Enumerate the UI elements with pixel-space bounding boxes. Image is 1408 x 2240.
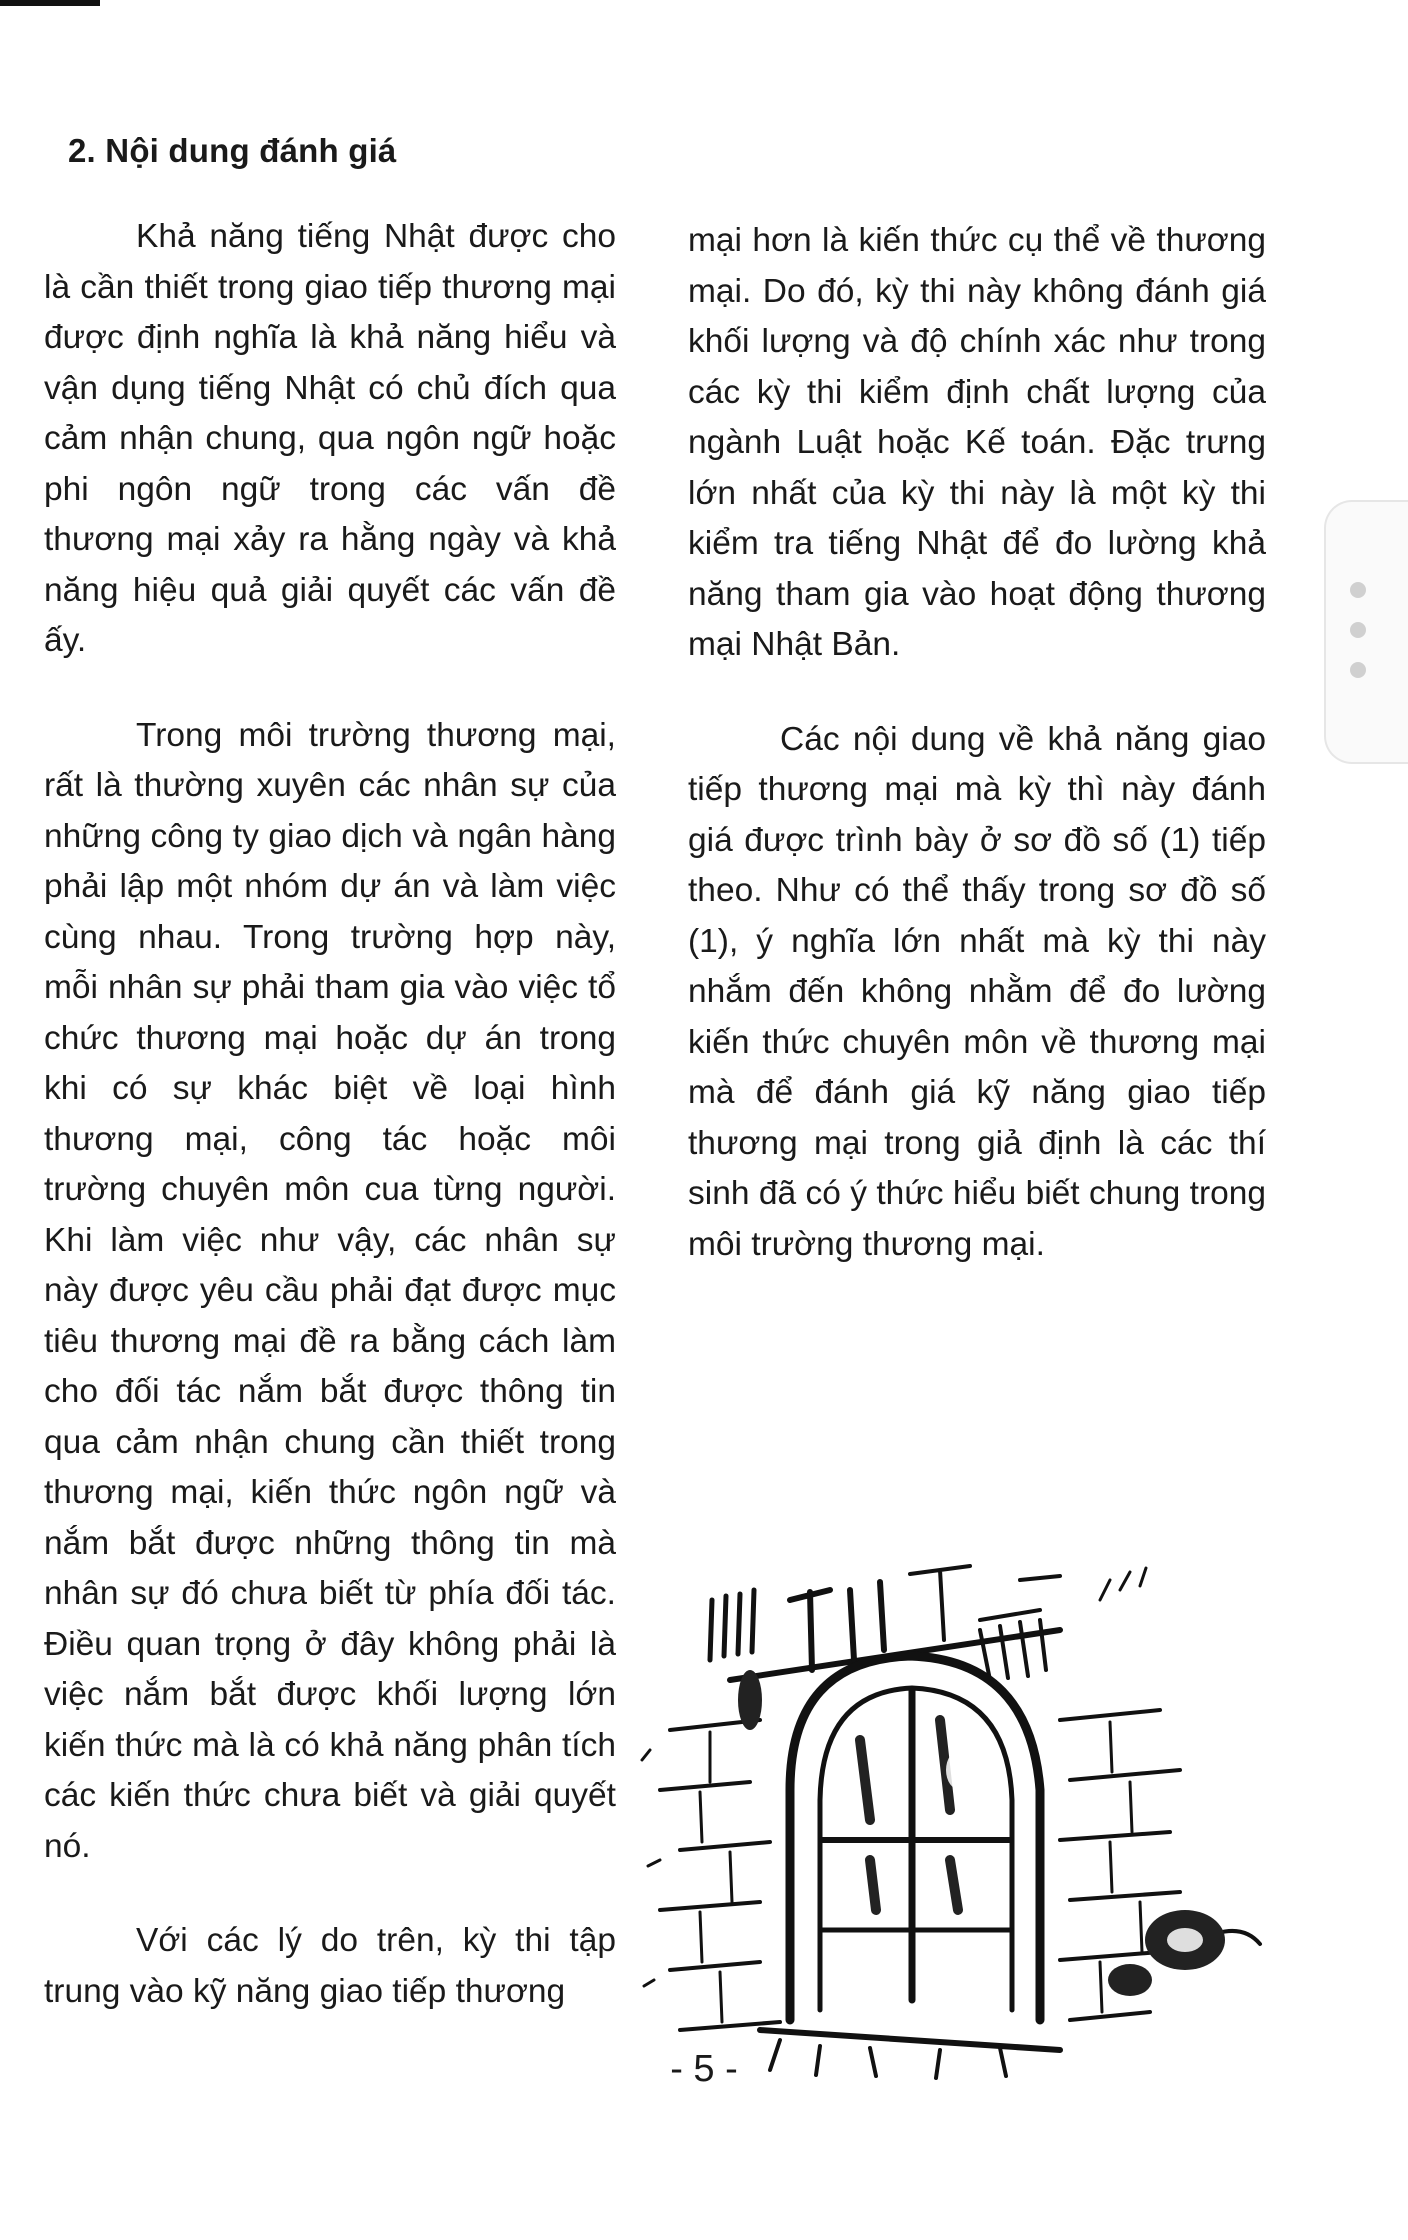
paragraph-2: Trong môi trường thương mại, rất là thường xuyên các nhân sự của những công ty giao dịch và ngân hàng phải lập một nhóm dự án và làm việc cùng nhau. Trong trường hợp này, mỗi nhân sự phải tham gia vào việc tổ chức thương mại hoặc dự án trong khi có sự khác biệt về loại hình thương mại, công tác hoặc môi trường chuyên môn cua từng người. Khi làm việc như vậy, các nhân sự này được yêu cầu phải đạt được mục tiêu thương mại đề ra bằng cách làm cho đối tác nắm bắt được thông tin qua cảm nhận chung cần thiết trong thương mại, kiến thức ngôn ngữ và nắm bắt được những thông tin mà nhân sự đó chưa biết từ phía đối tác. Điều quan trọng ở đây không phải là việc nắm bắt được khối lượng lớn kiến thức mà là có khả năng phân tích các kiến thức chưa biết và giải quyết nó.	[44, 716, 616, 1865]
scan-edge-mark	[0, 0, 100, 6]
left-column	[44, 212, 616, 2061]
section-heading: 2. Nội dung đánh giá	[68, 132, 397, 169]
tab-dot-icon	[1350, 662, 1366, 678]
tab-dot-icon	[1350, 582, 1366, 598]
page-edge-tab	[1324, 500, 1408, 764]
right-column	[688, 216, 1266, 1314]
tab-dot-icon	[1350, 622, 1366, 638]
paragraph-3: Với các lý do trên, kỳ thi tập trung vào kỹ năng giao tiếp thương	[44, 1922, 616, 2010]
paragraph-3-continued: mại hơn là kiến thức cụ thể về thương mại. Do đó, kỳ thi này không đánh giá khối lượng và độ chính xác như trong các kỳ thi kiểm định chất lượng của ngành Luật hoặc Kế toán. Đặc trưng lớn nhất của kỳ thi này là một kỳ thi kiểm tra tiếng Nhật để đo lường khả năng tham gia vào hoạt động thương mại Nhật Bản.	[688, 222, 1266, 663]
page-number: - 5 -	[670, 2048, 738, 2090]
stone-arched-window-illustration	[640, 1560, 1280, 2080]
paragraph-4: Các nội dung về khả năng giao tiếp thương mại mà kỳ thì này đánh giá được trình bày ở sơ đồ số (1) tiếp theo. Như có thể thấy trong sơ đồ số (1), ý nghĩa lớn nhất mà kỳ thi này nhắm đến không nhằm để đo lường kiến thức chuyên môn về thương mại mà để đánh giá kỹ năng giao tiếp thương mại trong giả định là các thí sinh đã có ý thức hiểu biết chung trong môi trường thương mại.	[688, 720, 1266, 1263]
paragraph-1: Khả năng tiếng Nhật được cho là cần thiết trong giao tiếp thương mại được định nghĩa là khả năng hiểu và vận dụng tiếng Nhật có chủ đích qua cảm nhận chung, qua ngôn ngữ hoặc phi ngôn ngữ trong các vấn đề thương mại xảy ra hằng ngày và khả năng hiệu quả giải quyết các vấn đề ấy.	[44, 218, 616, 659]
